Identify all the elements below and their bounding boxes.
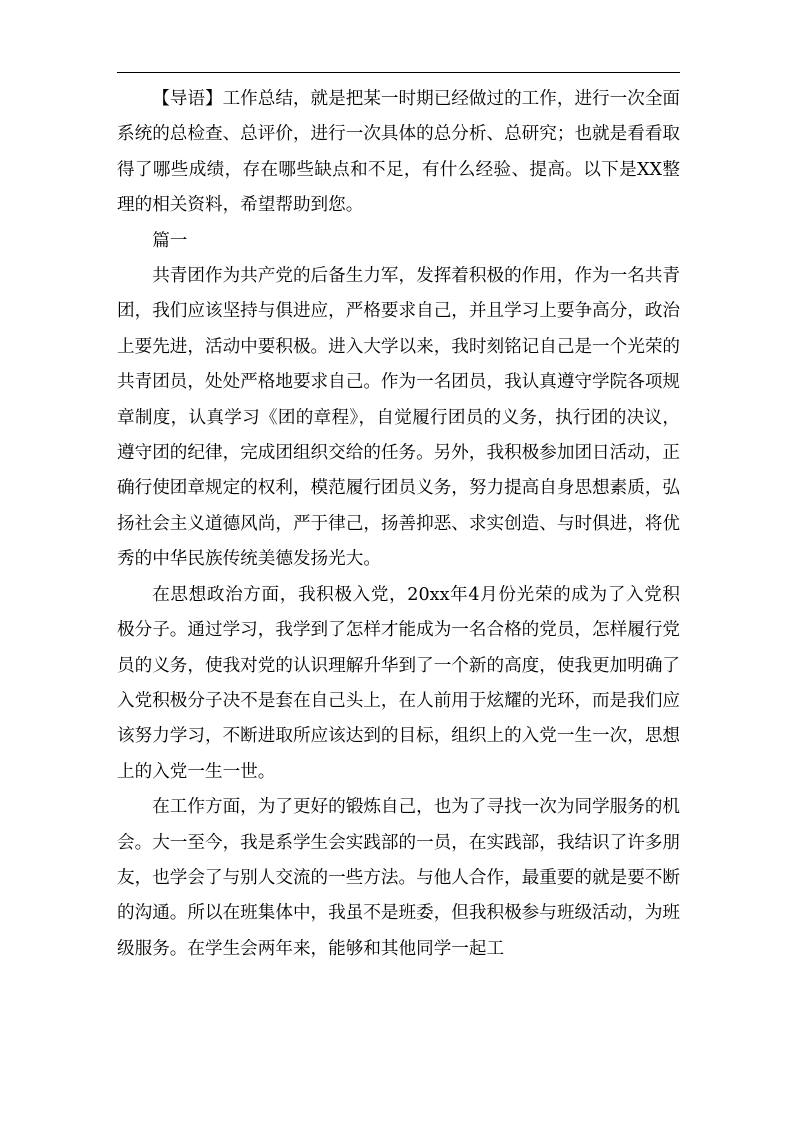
body-paragraph: 共青团作为共产党的后备生力军，发挥着积极的作用，作为一名共青团，我们应该坚持与俱进应，严格要求自己，并且学习上要争高分，政治上要先进，活动中要积极。进入大学以来，我时刻铭记自己是一个光荣的共青团员，处处严格地要求自己。作为一名团员，我认真遵守学院各项规章制度，认真学习《团的章程》，自觉履行团员的义务，执行团的决议，遵守团的纪律，完成团组织交给的任务。另外，我积极参加团日活动，正确行使团章规定的权利，模范履行团员义务，努力提高自身思想素质，弘扬社会主义道德风尚，严于律己，扬善抑恶、求实创造、与时俱进，将优秀的中华民族传统美德发扬光大。	[117, 266, 681, 570]
body-paragraph: 在思想政治方面，我积极入党，20xx年4月份光荣的成为了入党积极分子。通过学习，我学到了怎样才能成为一名合格的党员，怎样履行党员的义务，使我对党的认识理解升华到了一个新的高度，使我更加明确了入党积极分子决不是套在自己头上，在人前用于炫耀的光环，而是我们应该努力学习，不断进取所应该达到的目标，组织上的入党一生一次，思想上的入党一生一世。	[117, 584, 681, 782]
intro-paragraph: 【导语】工作总结，就是把某一时期已经做过的工作，进行一次全面系统的总检查、总评价，进行一次具体的总分析、总研究；也就是看看取得了哪些成绩，存在哪些缺点和不足，有什么经验、提高。以下是XX整理的相关资料，希望帮助到您。	[117, 89, 681, 216]
section-heading: 篇一	[152, 230, 188, 251]
body-paragraph: 在工作方面，为了更好的锻炼自己，也为了寻找一次为同学服务的机会。大一至今，我是系学生会实践部的一员，在实践部，我结识了许多朋友，也学会了与别人交流的一些方法。与他人合作，最重要的就是要不断的沟通。所以在班集体中，我虽不是班委，但我积极参与班级活动，为班级服务。在学生会两年来，能够和其他同学一起工	[117, 797, 681, 959]
document-body	[117, 82, 680, 967]
header-rule	[117, 72, 680, 73]
